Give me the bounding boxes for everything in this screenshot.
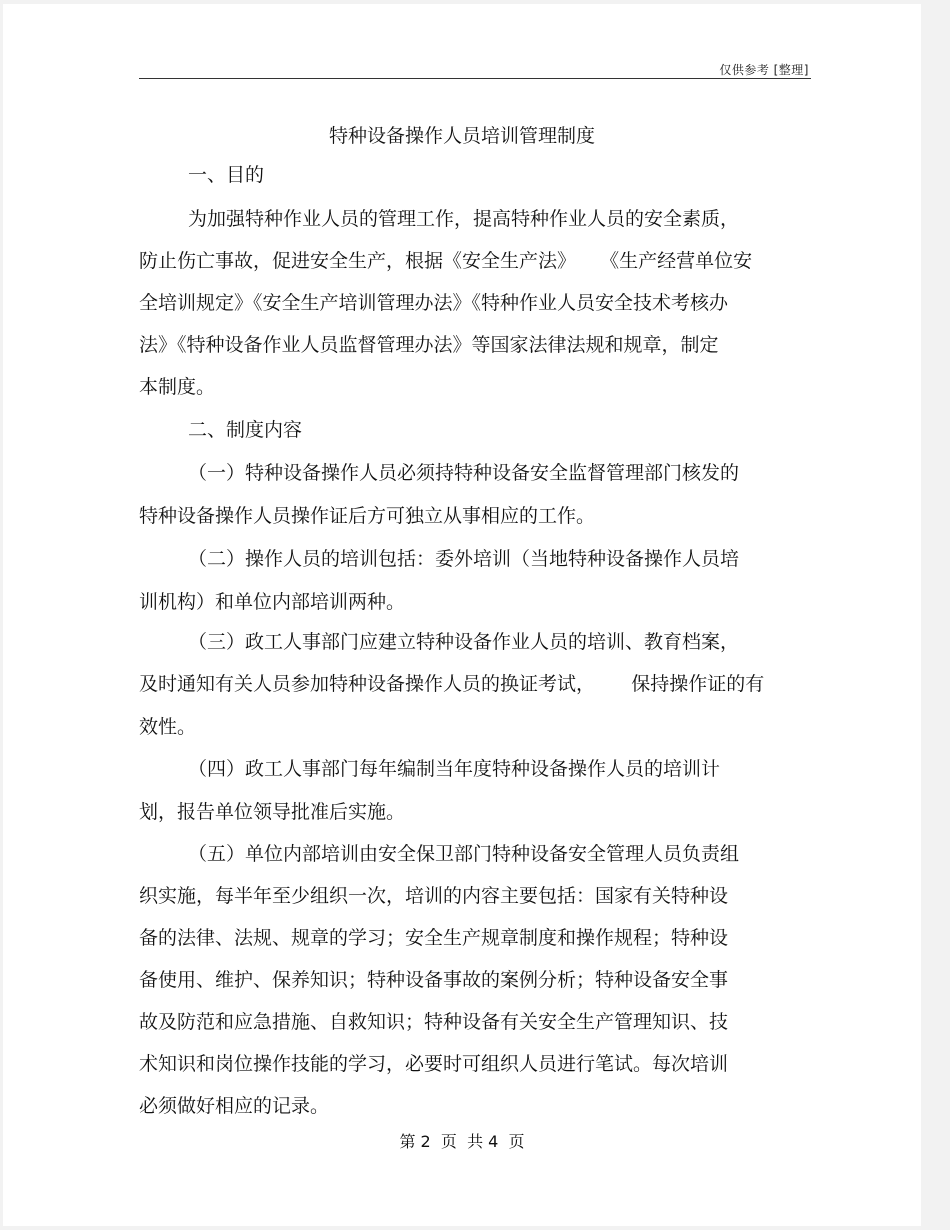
paragraph-line: 本制度。 [139,376,216,398]
paragraph-line: （五）单位内部培训由安全保卫部门特种设备安全管理人员负责组 [188,843,740,865]
section-heading: 一、目的 [188,164,265,186]
paragraph-line: 法》《特种设备作业人员监督管理办法》等国家法律法规和规章，制定 [139,334,719,356]
paragraph-line: （一）特种设备操作人员必须持特种设备安全监督管理部门核发的 [188,462,740,484]
section-heading: 二、制度内容 [188,419,303,441]
header-note: 仅供参考 [整理] [719,63,809,77]
header-divider [139,78,811,79]
paragraph-line: 及时通知有关人员参加特种设备操作人员的换证考试， 保持操作证的有 [139,673,765,695]
paragraph-line: 故及防范和应急措施、自救知识；特种设备有关安全生产管理知识、技 [139,1011,729,1033]
paragraph-line: 术知识和岗位操作技能的学习，必要时可组织人员进行笔试。每次培训 [139,1053,729,1075]
paragraph-line: 效性。 [139,716,197,738]
paragraph-line: 全培训规定》《安全生产培训管理办法》《特种作业人员安全技术考核办 [139,292,729,314]
paragraph-line: 防止伤亡事故，促进安全生产，根据《安全生产法》 《生产经营单位安 [139,250,753,272]
paragraph-line: 特种设备操作人员操作证后方可独立从事相应的工作。 [139,505,596,527]
paragraph-line: 备的法律、法规、规章的学习；安全生产规章制度和操作规程；特种设 [139,927,729,949]
paragraph-line: （四）政工人事部门每年编制当年度特种设备操作人员的培训计 [188,758,721,780]
paragraph-line: 必须做好相应的记录。 [139,1095,330,1117]
document-title: 特种设备操作人员培训管理制度 [328,125,595,147]
document-page [3,4,921,1226]
paragraph-line: 备使用、维护、保养知识；特种设备事故的案例分析；特种设备安全事 [139,969,729,991]
paragraph-line: 为加强特种作业人员的管理工作，提高特种作业人员的安全素质， [188,208,740,230]
paragraph-line: 织实施，每半年至少组织一次，培训的内容主要包括：国家有关特种设 [139,885,729,907]
paragraph-line: 训机构）和单位内部培训两种。 [139,591,406,613]
paragraph-line: （三）政工人事部门应建立特种设备作业人员的培训、教育档案， [188,631,740,653]
paragraph-line: （二）操作人员的培训包括：委外培训（当地特种设备操作人员培 [188,548,740,570]
page-number: 第 2 页 共 4 页 [399,1132,525,1151]
paragraph-line: 划，报告单位领导批准后实施。 [139,801,406,823]
